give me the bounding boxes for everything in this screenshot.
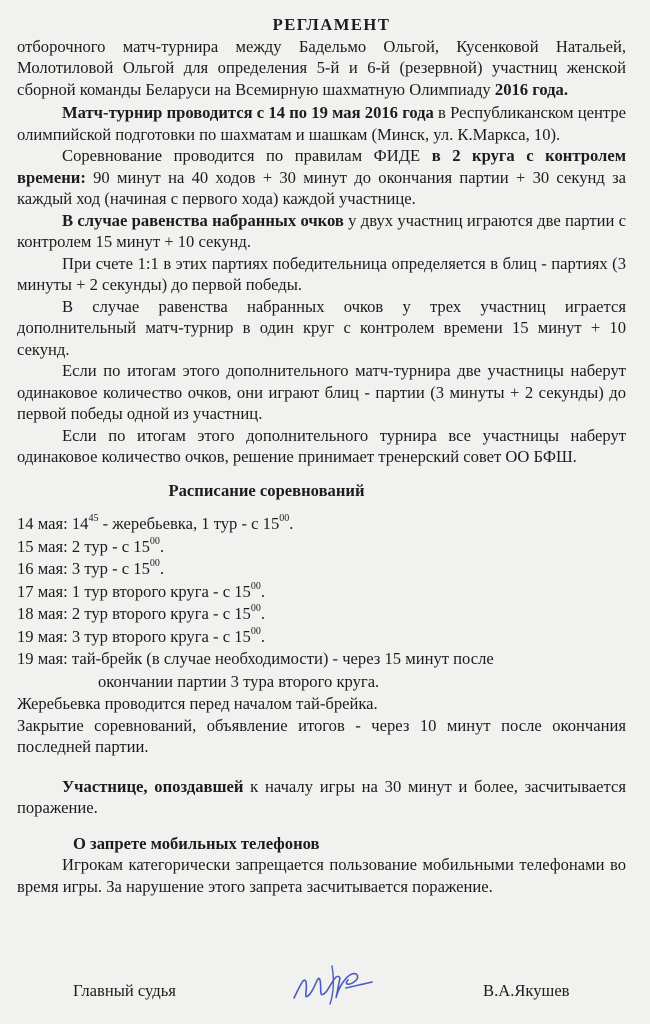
schedule-row-tiebreak-cont: окончании партии 3 тура второго круга. [98, 671, 380, 691]
schedule-row: 15 мая: 2 тур - с $15^{00}$. [17, 535, 165, 556]
rules-rest: 90 минут на 40 ходов + 30 минут до окончания партии + 30 секунд за каждый ход (начиная с первого хода) каждой участнице. [17, 167, 626, 208]
closing-note: Закрытие соревнований, объявление итогов - через 10 минут после окончания последней партии. [17, 715, 626, 756]
paragraph-tie-three: В случае равенства набранных очков у трех участниц играется дополнительный матч-турнир в один круг с контролем времени 15 минут + 10 секунд. [17, 296, 626, 359]
schedule-title: Расписание соревнований [168, 480, 365, 500]
paragraph-council: Если по итогам этого дополнительного турнира все участницы наберут одинаковое количество очков, решение принимает тренерский совет ОО БФШ. [17, 425, 626, 466]
signature-mark [288, 958, 378, 1008]
signer-name: В.А.Якушев [483, 981, 570, 1000]
intro-text: отборочного матч-турнира между Бадельмо Ольгой, Кусенковой Натальей, Молотиловой Ольгой для определения 5-й и 6-й (резервной) участниц женской сборной команды Беларуси на Всемирную шахматную Олимпиаду [17, 36, 626, 99]
schedule-row: 14 мая: $14^{45}$ - жеребьевка, 1 тур - с $15^{00}$. [17, 513, 294, 533]
paragraph-dates [17, 102, 626, 145]
paragraph-late [17, 776, 626, 819]
rules-start: Соревнование проводится по правилам ФИДЕ [62, 146, 432, 165]
late-rest: к началу игры на 30 минут и более, засчитывается поражение. [17, 776, 626, 817]
rules-bold: в 2 круга с контролем времени: [17, 146, 626, 187]
paragraph-phones: Игрокам категорически запрещается пользование мобильными телефонами во время игры. За нарушение этого запрета засчитывается поражение. [17, 855, 626, 896]
late-bold: Участнице, опоздавшей [62, 776, 244, 796]
schedule-row-tiebreak: 19 мая: тай-брейк (в случае необходимости) - через 15 минут после [17, 649, 494, 668]
paragraph-tie-two [17, 210, 626, 253]
paragraph-blitz: При счете 1:1 в этих партиях победительница определяется в блиц - партиях (3 минуты + 2 секунды) до первой победы. [17, 253, 626, 294]
draw-note: Жеребьевка проводится перед началом тай-брейка. [17, 694, 378, 713]
paragraph-rules [17, 145, 626, 210]
signer-label: Главный судья [73, 981, 176, 1000]
schedule-row: 17 мая: 1 тур второго круга - с $15^{00}$. [17, 580, 265, 601]
tie-two-bold: В случае равенства набранных очков [62, 210, 344, 230]
schedule-list [17, 513, 626, 692]
intro-paragraph [17, 36, 626, 101]
phones-title: О запрете мобильных телефонов [73, 833, 320, 853]
dates-bold: Матч-турнир проводится с 14 по 19 мая 2016 года [62, 103, 434, 122]
schedule-row: 19 мая: 3 тур второго круга - с $15^{00}$. [17, 625, 265, 646]
schedule-row: 18 мая: 2 тур второго круга - с $15^{00}$. [17, 603, 265, 623]
tie-two-rest: у двух участниц играются две партии с контролем 15 минут + 10 секунд. [17, 210, 626, 251]
intro-year: 2016 года. [494, 79, 569, 99]
dates-rest: в Республиканском центре олимпийской подготовки по шахматам и шашкам (Минск, ул. К.Маркса, 10). [17, 103, 626, 144]
paragraph-extra-match: Если по итогам этого дополнительного матч-турнира две участницы наберут одинаковое количество очков, они играют блиц - партии (3 минуты + 2 секунды) до первой победы одной из участниц. [17, 361, 626, 423]
schedule-row: 16 мая: 3 тур - с $15^{00}$. [17, 558, 165, 578]
document-title: РЕГЛАМЕНТ [272, 15, 391, 34]
